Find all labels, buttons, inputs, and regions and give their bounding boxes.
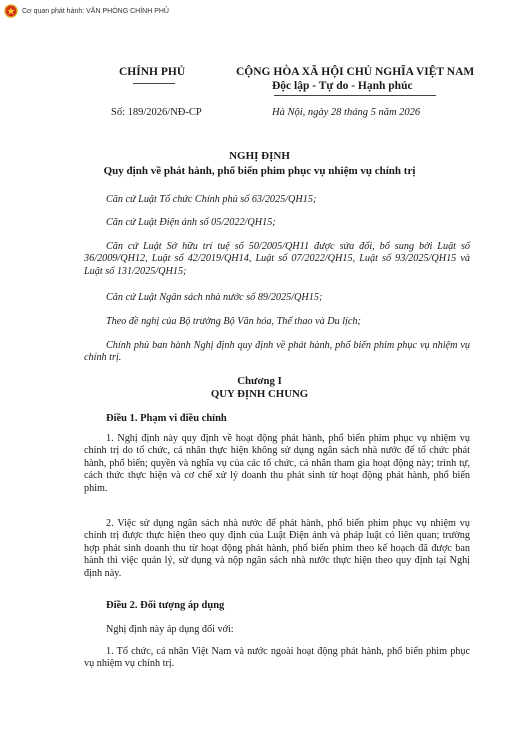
preamble-clause: Theo đề nghị của Bộ trưởng Bộ Văn hóa, Thể thao và Du lịch; bbox=[106, 316, 361, 327]
preamble-clause: Căn cứ Luật Tổ chức Chính phủ số 63/2025/QH15; bbox=[106, 194, 317, 205]
preamble-enactment: Chính phủ ban hành Nghị định quy định về phát hành, phổ biến phim phục vụ nhiệm vụ chính trị. bbox=[84, 340, 470, 364]
national-emblem-icon bbox=[4, 4, 18, 18]
agency-underline bbox=[133, 83, 175, 84]
chapter-number: Chương I bbox=[237, 375, 282, 387]
motto-underline bbox=[274, 95, 436, 96]
national-motto: Độc lập - Tự do - Hạnh phúc bbox=[272, 80, 413, 92]
document-dateline: Hà Nội, ngày 28 tháng 5 năm 2026 bbox=[272, 107, 421, 118]
nation-name: CỘNG HÒA XÃ HỘI CHỦ NGHĨA VIỆT NAM bbox=[236, 66, 475, 78]
article-1-heading: Điều 1. Phạm vi điều chỉnh bbox=[106, 413, 227, 424]
document-type: NGHỊ ĐỊNH bbox=[229, 150, 290, 162]
issuing-agency-label: Cơ quan phát hành: VĂN PHÒNG CHÍNH PHỦ bbox=[22, 7, 169, 15]
article-2-clause-1: 1. Tổ chức, cá nhân Việt Nam và nước ngoài hoạt động phát hành, phổ biến phim phục vụ nhiệm vụ chính trị. bbox=[84, 646, 470, 670]
article-1-clause-2: 2. Việc sử dụng ngân sách nhà nước để phát hành, phổ biến phim phục vụ nhiệm vụ chính trị được thực hiện theo quy định của Luật Điện ảnh và pháp luật có liên quan; trường hợp phát sinh doanh thu từ hoạt động phát hành, phổ biến phim theo kế hoạch đã được ban hành thì việc quản lý, sử dụng và nộp ngân sách nhà nước thực hiện theo quy định tại Nghị định này. bbox=[84, 518, 470, 579]
document-number: Số: 189/2026/NĐ-CP bbox=[111, 107, 202, 118]
decree-page bbox=[0, 22, 519, 730]
article-2-intro: Nghị định này áp dụng đối với: bbox=[106, 624, 234, 635]
agency-name: CHÍNH PHỦ bbox=[119, 66, 186, 78]
preamble-clause: Căn cứ Luật Ngân sách nhà nước số 89/2025/QH15; bbox=[106, 292, 323, 303]
preamble-clause: Căn cứ Luật Điện ảnh số 05/2022/QH15; bbox=[106, 217, 276, 228]
document-subject: Quy định về phát hành, phổ biến phim phục vụ nhiệm vụ chính trị bbox=[103, 165, 416, 177]
preamble-clause: Căn cứ Luật Sở hữu trí tuệ số 50/2005/QH11 được sửa đổi, bổ sung bởi Luật số 36/2009/QH12, Luật số 42/2019/QH14, Luật số 07/2022/QH15, Luật số 93/2025/QH15 và Luật số 131/2025/QH15; bbox=[84, 241, 470, 277]
document-source-bar bbox=[0, 0, 519, 22]
article-2-heading: Điều 2. Đối tượng áp dụng bbox=[106, 600, 225, 611]
chapter-title: QUY ĐỊNH CHUNG bbox=[210, 388, 309, 400]
article-1-clause-1: 1. Nghị định này quy định về hoạt động phát hành, phổ biến phim phục vụ nhiệm vụ chính trị do tổ chức, cá nhân thực hiện không sử dụng ngân sách nhà nước để tổ chức phát hành, phổ biến; quyền và nghĩa vụ của các tổ chức, cá nhân tham gia hoạt động này; trình tự, cách thức thực hiện và cơ chế xử lý doanh thu phát sinh từ hoạt động phát hành, phổ biến phim. bbox=[84, 433, 470, 494]
